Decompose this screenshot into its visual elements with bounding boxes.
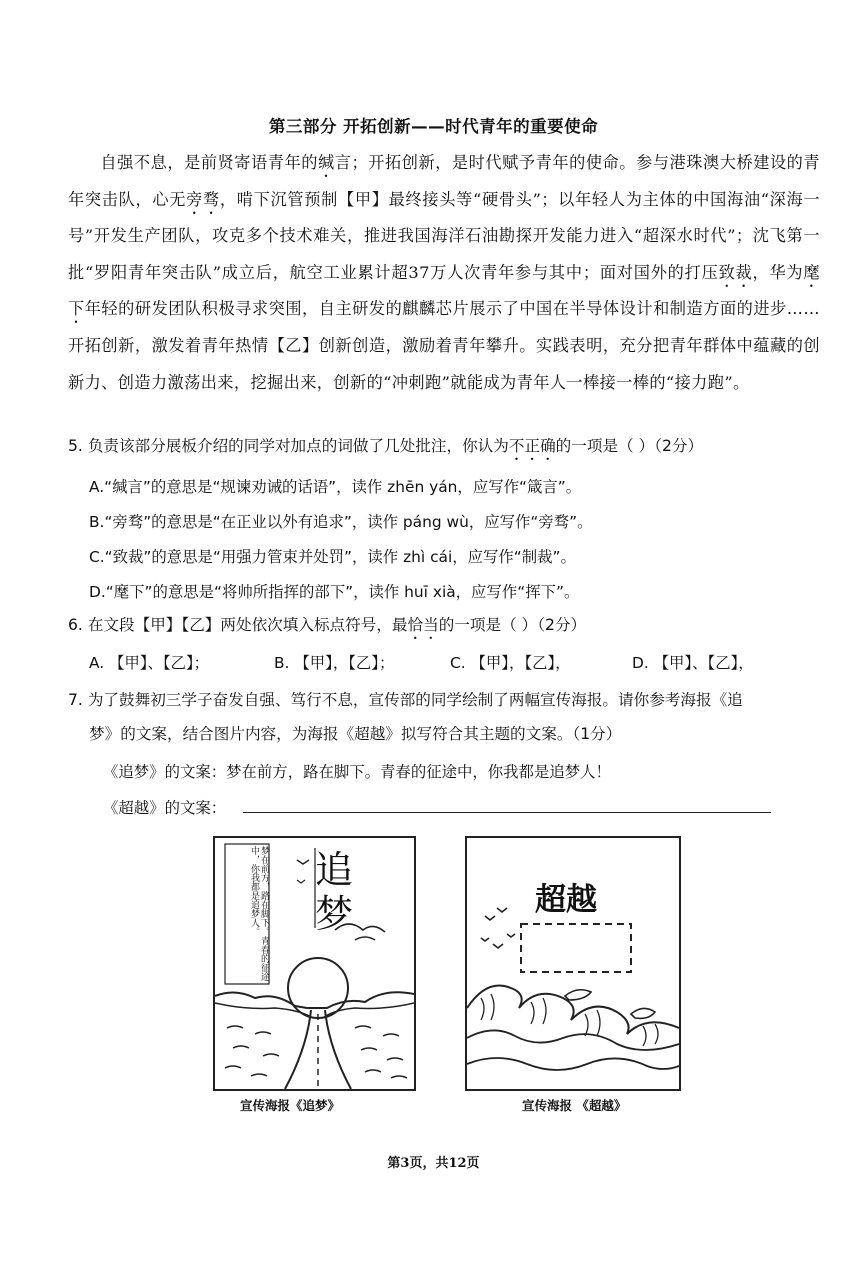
poster-title-chase-dream: 追梦 <box>315 848 354 936</box>
question-7-line1: 7. 为了鼓舞初三学子奋发自强、笃行不息，宣传部的同学绘制了两幅宣传海报。请你参考海报《追 <box>68 691 743 709</box>
q6-option-c: C. 【甲】，【乙】， <box>450 654 571 672</box>
question-text: 的一项是（ ）（2分） <box>438 616 587 634</box>
page-footer: 第3页，共12页 <box>387 1156 480 1171</box>
poster-surpass-art <box>467 838 679 1089</box>
answer-blank-line[interactable] <box>243 812 771 813</box>
q6-option-d: D. 【甲】、【乙】， <box>632 654 754 672</box>
passage-text: 自强不息，是前贤寄语青年的 <box>100 153 318 172</box>
passage-text: ，华为 <box>752 262 804 282</box>
poster-caption-left: 宣传海报《追梦》 <box>240 1098 341 1113</box>
question-6-stem <box>68 613 586 643</box>
dotted-word: 不正确 <box>508 437 556 455</box>
question-text: 5. 负责该部分展板介绍的同学对加点的词做了几处批注，你认为 <box>68 437 509 455</box>
dotted-word: 致裁 <box>718 262 753 282</box>
section-title: 第三部分 开拓创新——时代青年的重要使命 <box>268 117 599 136</box>
question-text: 6. 在文段【甲】【乙】两处依次填入标点符号，最 <box>68 616 408 634</box>
dotted-word: 麾下 <box>68 262 820 319</box>
dotted-word: 恰当 <box>407 616 439 634</box>
q5-option-a: A.“缄言”的意思是“规谏劝诫的话语”，读作 zhēn yán，应写作“箴言”。 <box>89 478 582 496</box>
passage <box>68 145 820 401</box>
passage-text: 年轻的研发团队积极寻求突围，自主研发的麒麟芯片展示了中国在半导体设计和制造方面的进步……开拓创新，激发着青年热情【乙】创新创造，激励着青年攀升。实践表明，充分把青年群体中蕴藏的创新力、创造力激荡出来，挖掘出来，创新的“冲刺跑”就能成为青年人一棒接一棒的“接力跑”。 <box>68 299 820 392</box>
answer-label: 《超越》的文案： <box>103 799 227 817</box>
dotted-word: 旁骛 <box>186 189 220 209</box>
poster-caption-right: 宣传海报 《超越》 <box>522 1098 627 1113</box>
passage-text: 言；开拓创新，是时代赋予青年的使命。参与港珠澳大桥建设的青年突击队，心无 <box>68 153 821 209</box>
q6-option-a: A. 【甲】、【乙】； <box>89 654 210 672</box>
dotted-word: 缄 <box>318 153 335 172</box>
poster-side-text: 梦在前方，路在脚下。青春的征途中，你我都是追梦人。 <box>249 846 269 981</box>
poster-surpass <box>465 836 681 1091</box>
question-text: 的一项是（ ）（2分） <box>555 437 704 455</box>
passage-text: ，啃下沉管预制【甲】最终接头等“硬骨头”；以年轻人为主体的中国海油“深海一号”开发生产团队，攻克多个技术难关，推进我国海洋石油勘探开发能力进入“超深水时代”；沈飞第一批“罗阳青年突击队”成立后，航空工业累计超37万人次青年参与其中；面对国外的打压 <box>68 189 820 282</box>
poster-chase-dream <box>213 836 416 1091</box>
q5-option-b: B.“旁骛”的意思是“在正业以外有追求”，读作 páng wù，应写作“旁骛”。 <box>89 513 593 531</box>
question-7-line2: 梦》的文案，结合图片内容，为海报《超越》拟写符合其主题的文案。（1分） <box>89 725 622 743</box>
q5-option-d: D.“麾下”的意思是“将帅所指挥的部下”，读作 huī xià，应写作“挥下”。 <box>89 583 580 601</box>
example-copy: 《追梦》的文案：梦在前方，路在脚下。青春的征途中，你我都是追梦人！ <box>103 763 611 781</box>
q6-option-b: B. 【甲】，【乙】； <box>274 654 395 672</box>
poster-title-surpass: 超越 <box>535 882 597 918</box>
question-5-stem <box>68 434 703 464</box>
q5-option-c: C.“致裁”的意思是“用强力管束并处罚”，读作 zhì cái，应写作“制裁”。 <box>89 548 576 566</box>
